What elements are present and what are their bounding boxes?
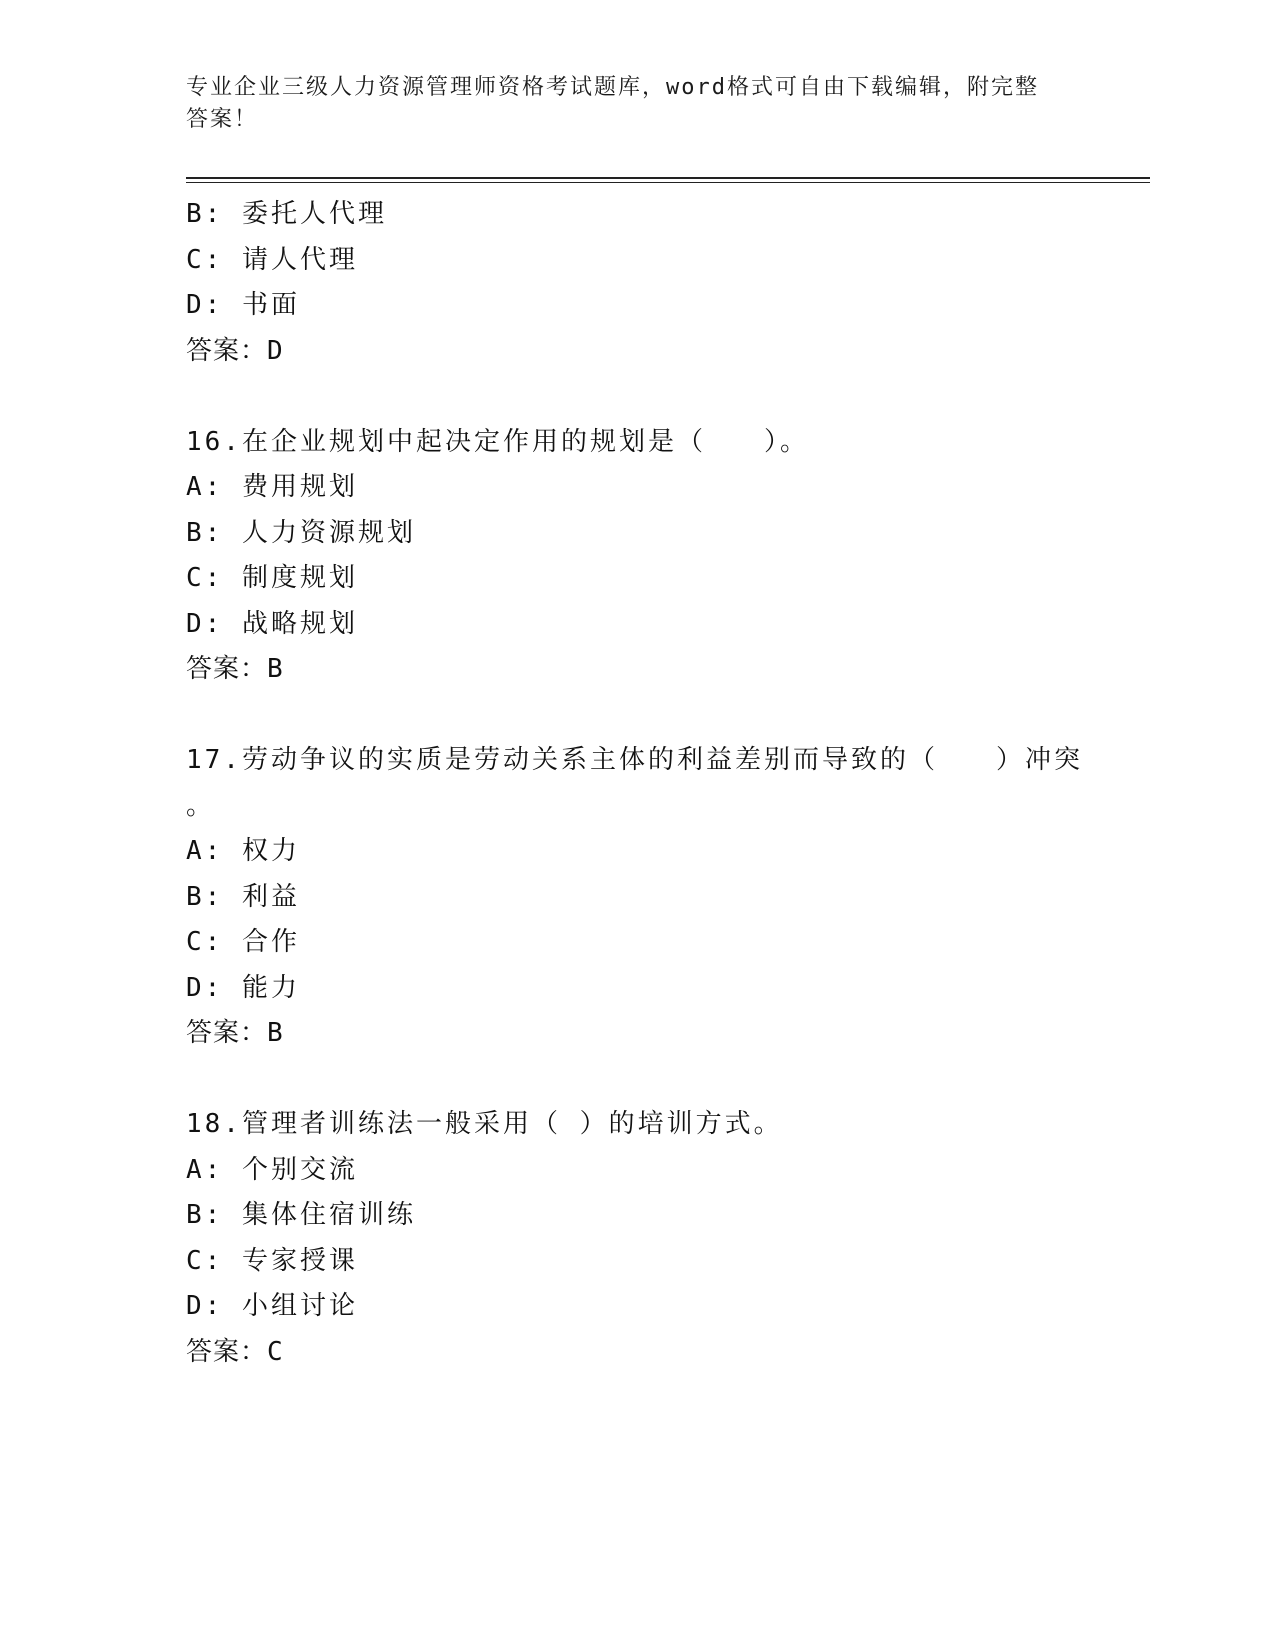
header-rule-thin [186, 182, 1150, 183]
question-15 [186, 192, 1086, 374]
option-d: D: 战略规划 [186, 608, 358, 639]
page-header [186, 72, 1066, 136]
option-c: C: 专家授课 [186, 1245, 358, 1276]
header-text-line1: 专业企业三级人力资源管理师资格考试题库，word格式可自由下载编辑，附完整 [186, 75, 1039, 100]
header-rule-thick [186, 177, 1150, 179]
spacer [186, 693, 1086, 739]
header-text-line2: 答案！ [186, 107, 259, 132]
option-d: D: 书面 [186, 290, 300, 320]
question-18 [186, 1102, 1086, 1375]
option-b: B: 利益 [186, 881, 300, 912]
option-a: A: 个别交流 [186, 1154, 358, 1185]
option-b: B: 集体住宿训练 [186, 1200, 416, 1230]
option-d: D: 小组讨论 [186, 1291, 358, 1321]
question-17 [186, 738, 1086, 1057]
answer-line: 答案：D [186, 335, 284, 366]
option-d: D: 能力 [186, 972, 300, 1003]
question-stem: 18.管理者训练法一般采用（ ）的培训方式。 [186, 1109, 783, 1139]
option-b: B: 委托人代理 [186, 199, 387, 229]
spacer [186, 1057, 1086, 1103]
question-stem: 17.劳动争议的实质是劳动关系主体的利益差别而导致的（ ）冲突 [186, 745, 1083, 775]
option-a: A: 权力 [186, 836, 300, 866]
option-c: C: 请人代理 [186, 244, 358, 275]
question-stem: 16.在企业规划中起决定作用的规划是（ ）。 [186, 426, 809, 457]
answer-line: 答案：B [186, 654, 284, 684]
option-a: A: 费用规划 [186, 472, 358, 502]
answer-line: 答案：B [186, 1018, 284, 1048]
answer-line: 答案：C [186, 1336, 284, 1367]
option-c: C: 制度规划 [186, 563, 358, 593]
question-stem-continued: 。 [186, 790, 216, 821]
question-16 [186, 420, 1086, 693]
option-b: B: 人力资源规划 [186, 517, 416, 548]
spacer [186, 374, 1086, 420]
question-list [186, 192, 1086, 1375]
option-c: C: 合作 [186, 927, 300, 957]
